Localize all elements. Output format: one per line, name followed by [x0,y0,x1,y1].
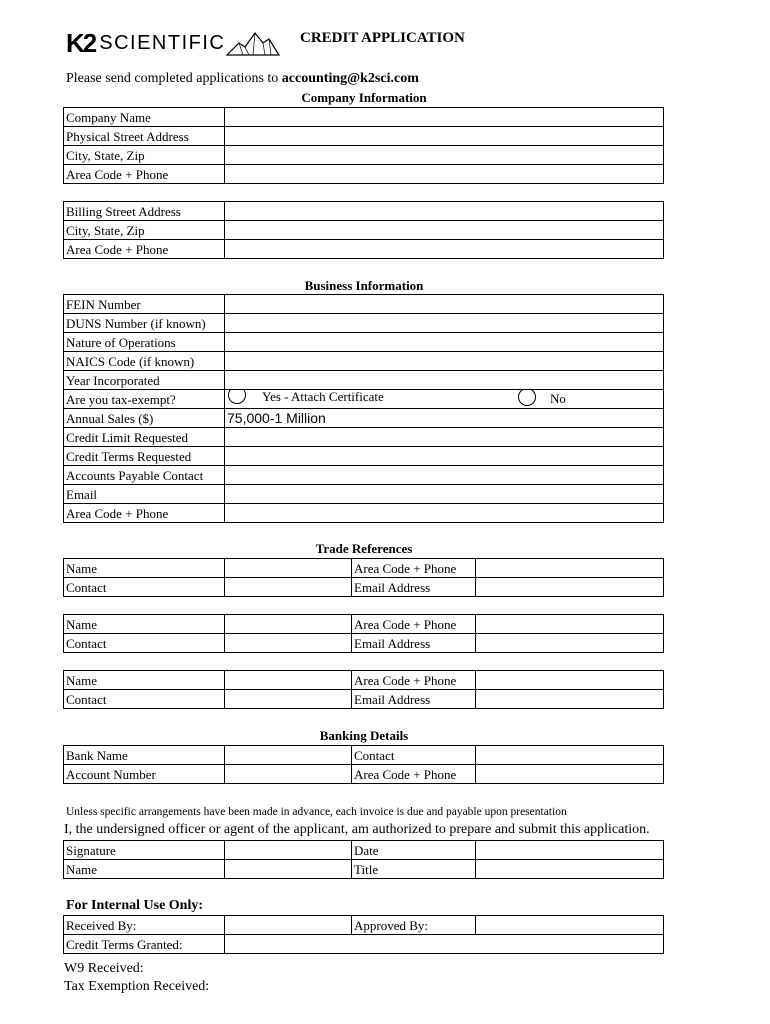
field-label: Received By: [64,916,225,935]
page-title: CREDIT APPLICATION [300,30,465,46]
tax-exemption-received-label: Tax Exemption Received: [64,979,210,994]
ap-phone-field[interactable] [225,504,664,523]
trade-email-field[interactable] [476,690,664,709]
table-row [64,295,664,314]
field-label: Area Code + Phone [64,240,225,259]
company-logo [66,28,281,58]
table-row [64,165,664,184]
table-row [64,146,664,165]
field-label: Year Incorporated [64,371,225,390]
trade-name-field[interactable] [225,671,352,690]
field-label: Credit Terms Requested [64,447,225,466]
field-label: Physical Street Address [64,127,225,146]
table-row [64,860,664,879]
bank-contact-field[interactable] [476,746,664,765]
field-label: Accounts Payable Contact [64,466,225,485]
company-name-field[interactable] [225,108,664,127]
certification-statement: I, the undersigned officer or agent of the applicant, am authorized to prepare and submit this application. [64,822,650,837]
table-row [64,916,664,935]
intro-line [66,71,419,87]
tax-exempt-yes-radio[interactable] [228,390,246,405]
field-label: City, State, Zip [64,146,225,165]
field-label: Email Address [352,578,476,597]
field-label: Contact [64,578,225,597]
section-heading-company: Company Information [301,90,427,105]
trade-contact-field[interactable] [225,690,352,709]
field-label: FEIN Number [64,295,225,314]
ap-contact-field[interactable] [225,466,664,485]
table-row [64,202,664,221]
intro-text: Please send completed applications to [66,71,282,86]
w9-received-label: W9 Received: [64,961,144,976]
date-field[interactable] [476,841,664,860]
trade-reference-2 [63,614,664,653]
field-label: Area Code + Phone [64,504,225,523]
table-row [64,127,664,146]
trade-phone-field[interactable] [476,615,664,634]
tax-exempt-options [225,390,664,409]
field-label: Credit Terms Granted: [64,935,225,954]
business-table [63,294,664,523]
tax-exempt-yes-label: Yes - Attach Certificate [262,389,384,404]
company-table [63,107,664,184]
field-label: Area Code + Phone [352,559,476,578]
field-label: Name [64,860,225,879]
table-row [64,504,664,523]
trade-email-field[interactable] [476,578,664,597]
tax-exempt-no-radio[interactable] [518,390,536,407]
field-label: Area Code + Phone [352,671,476,690]
mountain-icon [225,29,281,57]
payment-terms-note: Unless specific arrangements have been made in advance, each invoice is due and payable upon presentation [66,806,567,818]
table-row [64,841,664,860]
field-label: Name [64,671,225,690]
field-label: Bank Name [64,746,225,765]
field-label: Contact [64,634,225,653]
field-label: Account Number [64,765,225,784]
credit-terms-field[interactable] [225,447,664,466]
field-label: DUNS Number (if known) [64,314,225,333]
trade-contact-field[interactable] [225,634,352,653]
field-label: Billing Street Address [64,202,225,221]
credit-terms-granted-field[interactable] [225,935,664,954]
field-label: Area Code + Phone [352,765,476,784]
table-row [64,466,664,485]
bank-phone-field[interactable] [476,765,664,784]
field-label: Are you tax-exempt? [64,390,225,409]
table-row [64,559,664,578]
table-row [64,485,664,504]
field-label: Email Address [352,690,476,709]
field-label: Nature of Operations [64,333,225,352]
intro-email[interactable]: accounting@k2sci.com [281,71,419,86]
trade-phone-field[interactable] [476,671,664,690]
table-row [64,765,664,784]
trade-name-field[interactable] [225,615,352,634]
table-row [64,428,664,447]
table-row [64,447,664,466]
trade-phone-field[interactable] [476,559,664,578]
billing-address-field[interactable] [225,202,664,221]
table-row [64,578,664,597]
phone-field[interactable] [225,165,664,184]
signer-title-field[interactable] [476,860,664,879]
billing-table [63,201,664,259]
field-label: Name [64,559,225,578]
section-heading-business: Business Information [304,278,424,293]
email-field[interactable] [225,485,664,504]
signature-field[interactable] [225,841,352,860]
internal-use-heading: For Internal Use Only: [66,898,204,913]
trade-contact-field[interactable] [225,578,352,597]
field-label: Contact [352,746,476,765]
account-number-field[interactable] [225,765,352,784]
signature-table [63,840,664,879]
table-row [64,634,664,653]
field-label: Credit Limit Requested [64,428,225,447]
field-label: Area Code + Phone [352,615,476,634]
table-row [64,390,664,409]
year-incorporated-field[interactable] [225,371,664,390]
field-label: Title [352,860,476,879]
table-row [64,221,664,240]
trade-reference-1 [63,558,664,597]
table-row [64,333,664,352]
section-heading-trade: Trade References [315,541,413,556]
table-row [64,409,664,428]
field-label: Signature [64,841,225,860]
naics-field[interactable] [225,352,664,371]
city-state-zip-field[interactable] [225,146,664,165]
logo-text: SCIENTIFIC [99,32,226,54]
field-label: Contact [64,690,225,709]
banking-table [63,745,664,784]
physical-address-field[interactable] [225,127,664,146]
table-row [64,371,664,390]
approved-by-field[interactable] [476,916,664,935]
field-label: Company Name [64,108,225,127]
nature-of-operations-field[interactable] [225,333,664,352]
bank-name-field[interactable] [225,746,352,765]
internal-use-table [63,915,664,954]
field-label: NAICS Code (if known) [64,352,225,371]
table-row [64,671,664,690]
table-row [64,314,664,333]
duns-field[interactable] [225,314,664,333]
annual-sales-field[interactable]: 75,000-1 Million [225,409,664,428]
field-label: Annual Sales ($) [64,409,225,428]
table-row [64,240,664,259]
trade-email-field[interactable] [476,634,664,653]
logo-k2: K2 [66,28,96,58]
fein-field[interactable] [225,295,664,314]
field-label: Email [64,485,225,504]
signer-name-field[interactable] [225,860,352,879]
trade-name-field[interactable] [225,559,352,578]
billing-city-state-zip-field[interactable] [225,221,664,240]
credit-limit-field[interactable] [225,428,664,447]
received-by-field[interactable] [225,916,352,935]
field-label: Name [64,615,225,634]
billing-phone-field[interactable] [225,240,664,259]
field-label: City, State, Zip [64,221,225,240]
field-label: Email Address [352,634,476,653]
table-row [64,690,664,709]
tax-exempt-no-label: No [550,391,566,406]
trade-reference-3 [63,670,664,709]
table-row [64,746,664,765]
section-heading-banking: Banking Details [319,728,409,743]
field-label: Area Code + Phone [64,165,225,184]
table-row [64,935,664,954]
table-row [64,108,664,127]
table-row [64,352,664,371]
field-label: Date [352,841,476,860]
field-label: Approved By: [352,916,476,935]
table-row [64,615,664,634]
